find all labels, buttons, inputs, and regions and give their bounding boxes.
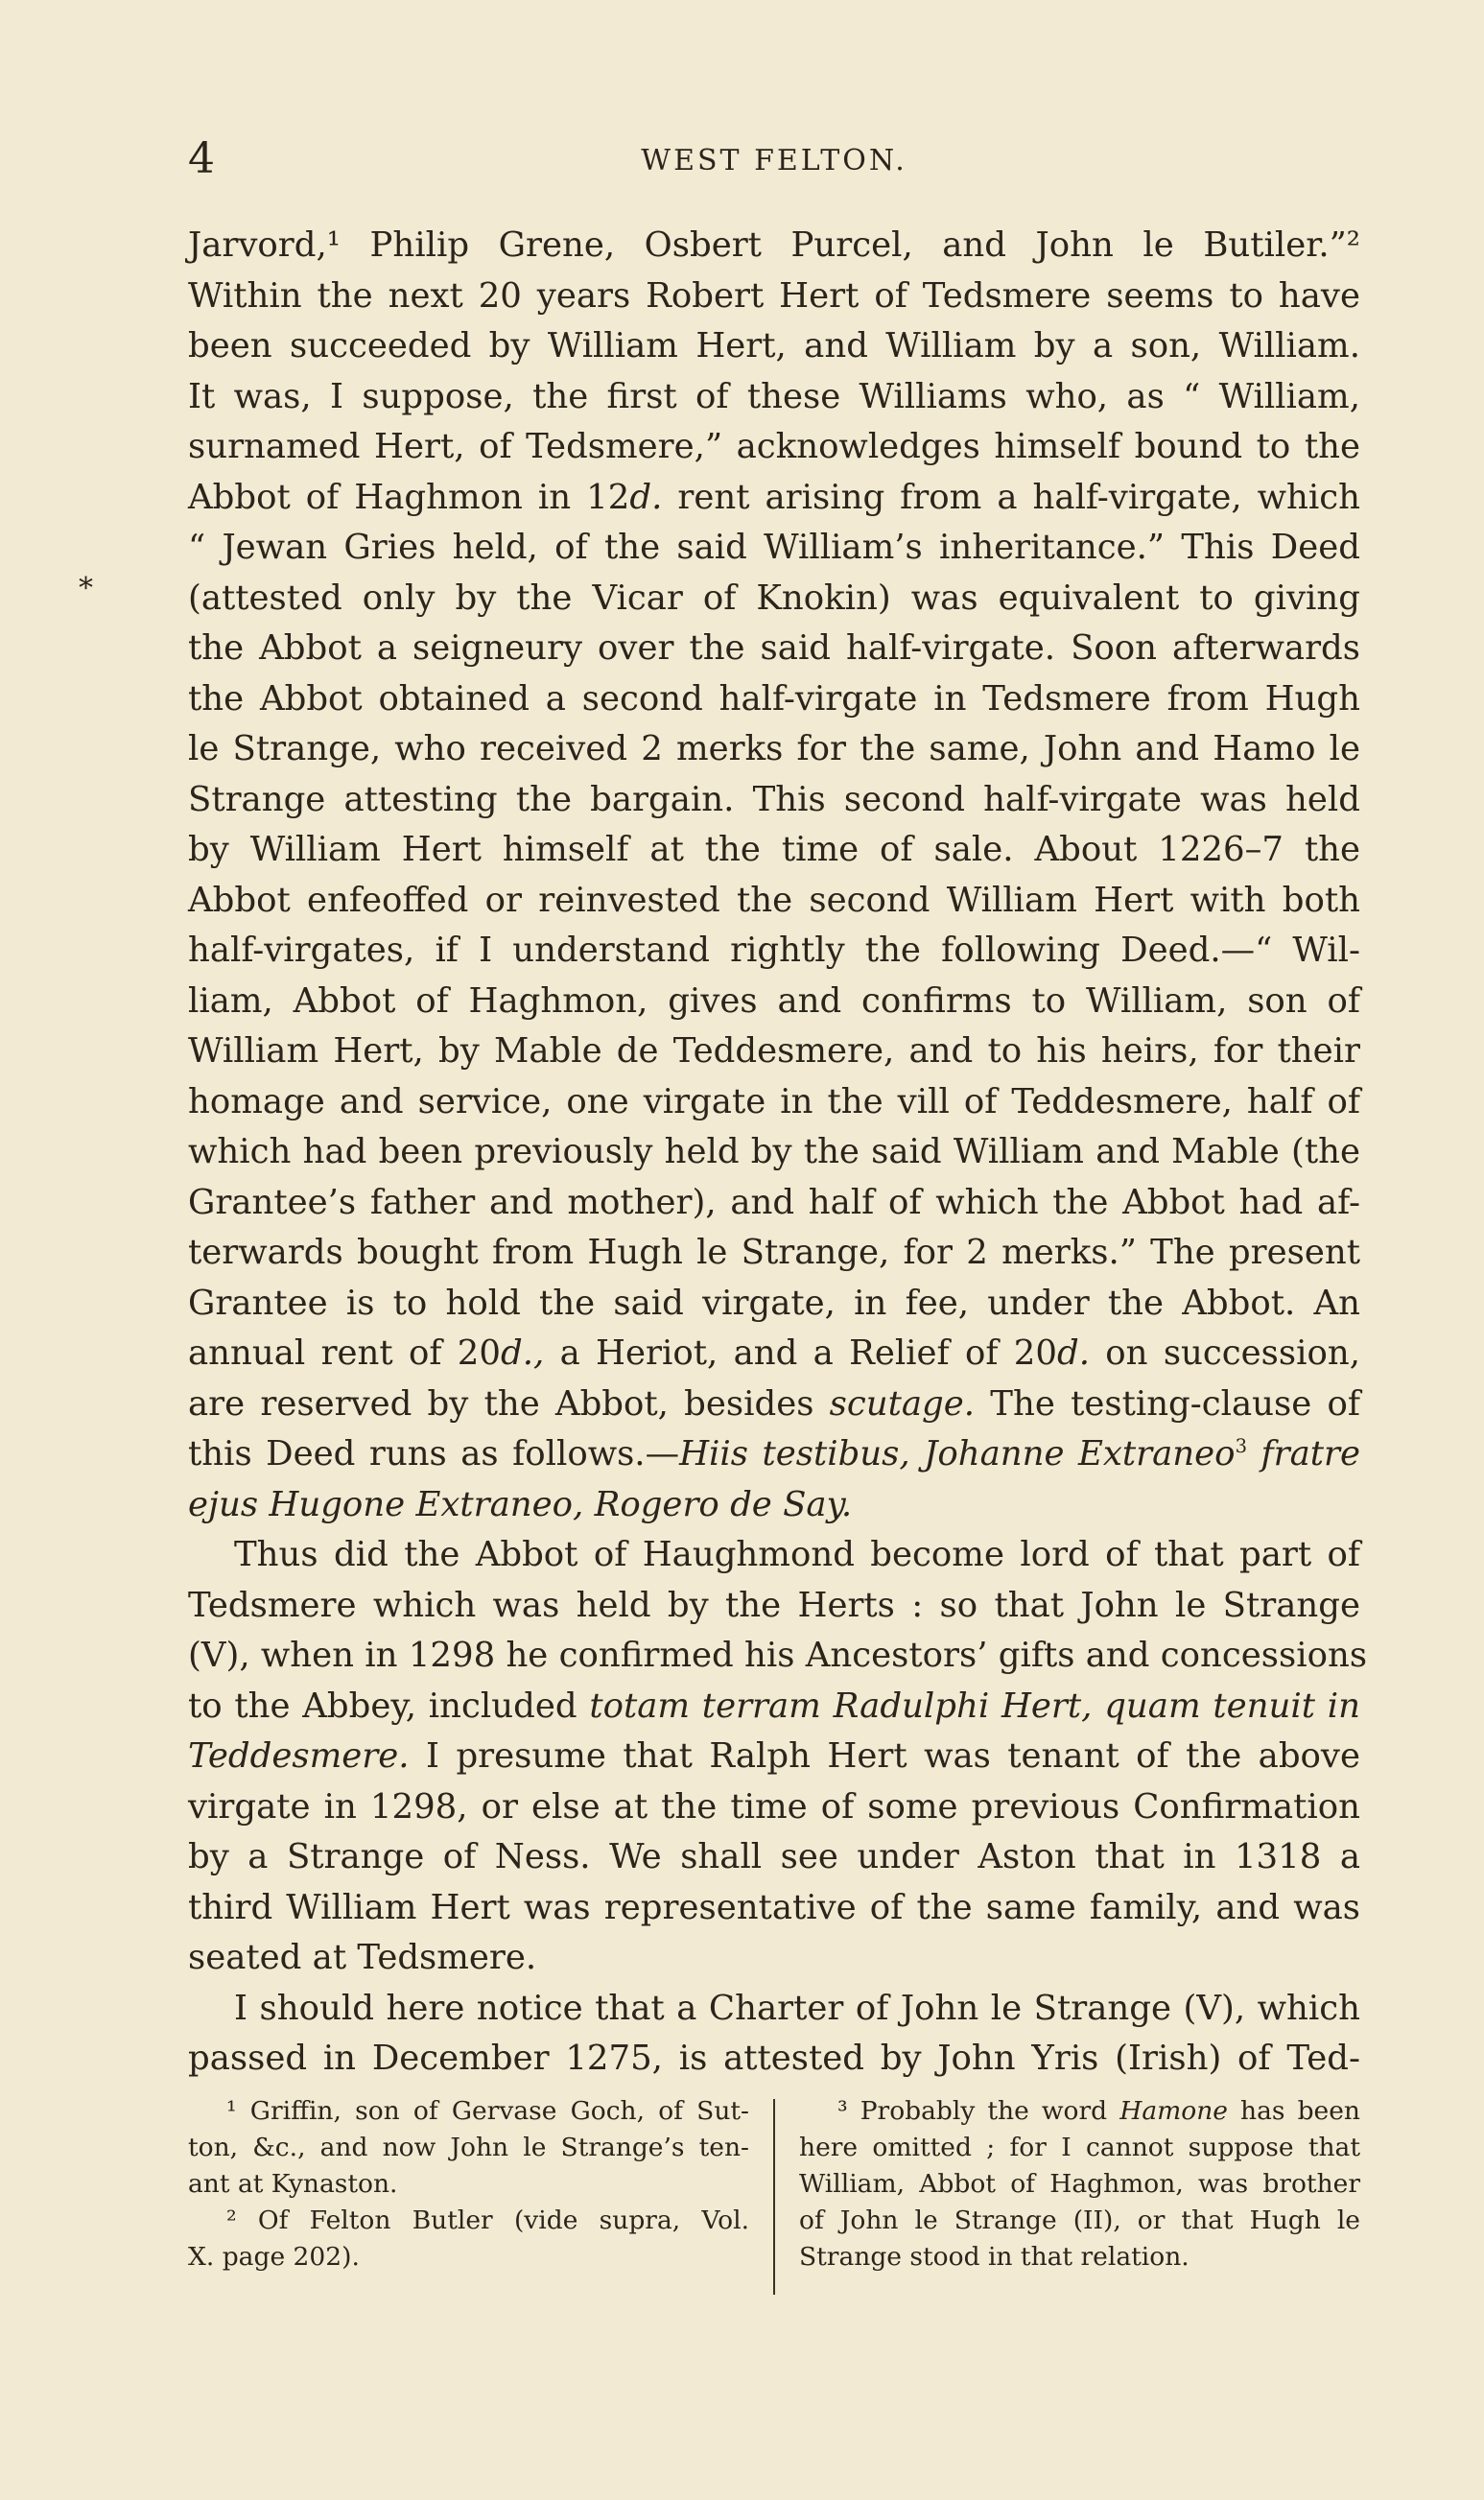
text-line: Tedsmere which was held by the Herts : so that John le Strange: [188, 1585, 1360, 1625]
text-line: le Strange, who received 2 merks for the same, John and Hamo le: [188, 729, 1360, 768]
text-line: to the Abbey, included totam terram Radulphi Hert, quam tenuit in: [188, 1686, 1360, 1726]
footnote-divider: [773, 2099, 775, 2295]
page-header: [188, 134, 1360, 192]
text-line: Jarvord,¹ Philip Grene, Osbert Purcel, and John le Butiler.”²: [188, 225, 1360, 265]
text-line: Grantee is to hold the said virgate, in fee, under the Abbot. An: [188, 1283, 1360, 1323]
page-number: 4: [188, 134, 215, 183]
text-line: the Abbot obtained a second half-virgate in Tedsmere from Hugh: [188, 678, 1360, 719]
text-line: Abbot enfeoffed or reinvested the second William Hert with both: [188, 880, 1360, 920]
marginal-mark: *: [79, 572, 93, 605]
text-line: are reserved by the Abbot, besides scutage. The testing-clause of: [188, 1383, 1361, 1424]
text-line: homage and service, one virgate in the vill of Teddesmere, half of: [188, 1081, 1360, 1121]
footnote-line: here omitted ; for I cannot suppose that: [799, 2133, 1360, 2162]
text-line: Grantee’s father and mother), and half of which the Abbot had af-: [188, 1182, 1360, 1222]
text-line: which had been previously held by the said William and Mable (the: [188, 1132, 1360, 1171]
footnote-column-right: [799, 2093, 1360, 2276]
text-line: by a Strange of Ness. We shall see under Aston that in 1318 a: [188, 1837, 1360, 1876]
text-line: virgate in 1298, or else at the time of some previous Confirmation: [188, 1786, 1360, 1827]
footnote-ref: 3: [1235, 1435, 1247, 1458]
footnote-line: ³ Probably the word Hamone has been: [837, 2096, 1360, 2126]
text-line: third William Hert was representative of the same family, and was: [188, 1887, 1360, 1927]
text-line: half-virgates, if I understand rightly the following Deed.—“ Wil-: [188, 931, 1360, 970]
text-line: seated at Tedsmere.: [188, 1938, 537, 1977]
footnote-line: ant at Kynaston.: [188, 2169, 398, 2199]
body-text: [188, 221, 1368, 2085]
text-line: passed in December 1275, is attested by John Yris (Irish) of Ted-: [188, 2039, 1360, 2078]
text-line: Abbot of Haghmon in 12d. rent arising from a half-virgate, which: [188, 477, 1360, 517]
text-line: (attested only by the Vicar of Knokin) was equivalent to giving: [188, 578, 1360, 618]
text-line: ejus Hugone Extraneo, Rogero de Say.: [188, 1484, 853, 1524]
text-line: (V), when in 1298 he confirmed his Ancestors’ gifts and concessions: [188, 1636, 1368, 1675]
text-line: I should here notice that a Charter of John le Strange (V), which: [234, 1988, 1360, 2028]
footnote-column-left: [188, 2093, 749, 2276]
text-line: annual rent of 20d., a Heriot, and a Relief of 20d. on succession,: [188, 1333, 1360, 1373]
text-line: liam, Abbot of Haghmon, gives and confirms to William, son of: [188, 980, 1360, 1021]
text-line: terwards bought from Hugh le Strange, for 2 merks.” The present: [188, 1233, 1360, 1272]
footnote-line: Strange stood in that relation.: [799, 2242, 1190, 2272]
text-line: William Hert, by Mable de Teddesmere, and to his heirs, for their: [188, 1031, 1360, 1071]
footnote-line: X. page 202).: [188, 2242, 360, 2272]
text-line: Strange attesting the bargain. This second half-virgate was held: [188, 779, 1360, 819]
text-line: Teddesmere. I presume that Ralph Hert was tenant of the above: [188, 1736, 1360, 1776]
footnotes: [188, 2093, 1360, 2300]
text-line: “ Jewan Gries held, of the said William’s inheritance.” This Deed: [188, 528, 1360, 567]
footnote-line: ² Of Felton Butler (vide supra, Vol.: [226, 2205, 749, 2235]
text-line: by William Hert himself at the time of sale. About 1226–7 the: [188, 830, 1360, 869]
text-line: It was, I suppose, the first of these Williams who, as “ William,: [188, 376, 1360, 416]
text-line: Thus did the Abbot of Haughmond become lord of that part of: [234, 1535, 1360, 1574]
text-line: this Deed runs as follows.—Hiis testibus, Johanne Extraneo$^3$ fratre: [188, 1434, 1360, 1474]
text-line: the Abbot a seigneury over the said half-virgate. Soon afterwards: [188, 628, 1360, 668]
footnote-line: of John le Strange (II), or that Hugh le: [799, 2205, 1360, 2235]
footnote-line: ton, &c., and now John le Strange’s ten-: [188, 2133, 749, 2162]
text-line: been succeeded by William Hert, and William by a son, William.: [188, 326, 1360, 366]
footnote-line: ¹ Griffin, son of Gervase Goch, of Sut-: [226, 2096, 749, 2126]
footnote-line: William, Abbot of Haghmon, was brother: [799, 2169, 1360, 2199]
text-line: Within the next 20 years Robert Hert of Tedsmere seems to have: [188, 275, 1360, 316]
text-line: surnamed Hert, of Tedsmere,” acknowledges himself bound to the: [188, 427, 1360, 466]
running-head: WEST FELTON.: [641, 144, 907, 177]
